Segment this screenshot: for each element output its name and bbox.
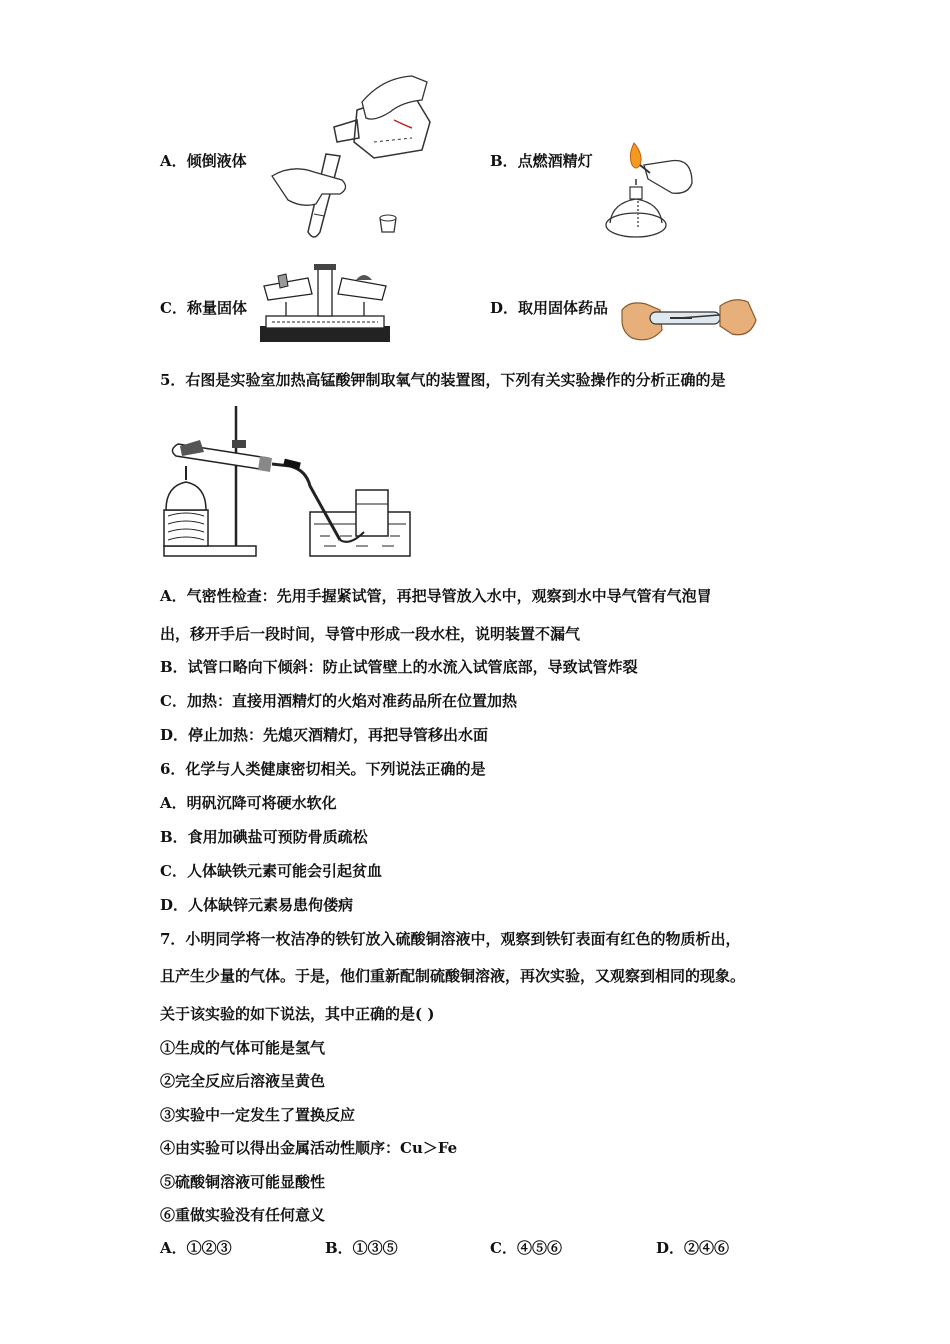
- q7-option-c: C．④⑤⑥: [490, 1239, 562, 1257]
- q7-stem-line2: 且产生少量的气体。于是，他们重新配制硫酸铜溶液，再次实验，又观察到相同的现象。: [160, 967, 746, 985]
- q7-stem-line1: 7．小明同学将一枚洁净的铁钉放入硫酸铜溶液中，观察到铁钉表面有红色的物质析出，: [160, 930, 741, 948]
- q6-stem: 6．化学与人类健康密切相关。下列说法正确的是: [160, 760, 486, 778]
- q7-option-a: A．①②③: [160, 1239, 232, 1257]
- q7-statement-4: ④由实验可以得出金属活动性顺序：Cu＞Fe: [160, 1139, 458, 1157]
- q5-option-c: C．加热：直接用酒精灯的火焰对准药品所在位置加热: [160, 692, 517, 710]
- q7-statement-5: ⑤硫酸铜溶液可能显酸性: [160, 1173, 326, 1191]
- q6-option-d: D．人体缺锌元素易患佝偻病: [160, 896, 354, 914]
- q4-option-c: C．称量固体: [160, 299, 247, 317]
- pouring-liquid-figure: [262, 72, 442, 240]
- q5-option-a-line2: 出，移开手后一段时间，导管中形成一段水柱，说明装置不漏气: [160, 625, 581, 643]
- q7-option-d: D．②④⑥: [656, 1239, 730, 1257]
- q7-statement-1: ①生成的气体可能是氢气: [160, 1039, 326, 1057]
- q7-statement-6: ⑥重做实验没有任何意义: [160, 1206, 326, 1224]
- q7-stem-line3: 关于该实验的如下说法，其中正确的是( ): [160, 1005, 435, 1023]
- q7-statement-2: ②完全反应后溶液呈黄色: [160, 1072, 326, 1090]
- q4-option-d: D．取用固体药品: [490, 299, 609, 317]
- q4-option-b: B．点燃酒精灯: [490, 152, 593, 170]
- q6-option-b: B．食用加碘盐可预防骨质疏松: [160, 828, 368, 846]
- q4-option-a: A．倾倒液体: [160, 152, 247, 170]
- q5-stem: 5．右图是实验室加热高锰酸钾制取氧气的装置图，下列有关实验操作的分析正确的是: [160, 371, 726, 389]
- q5-option-b: B．试管口略向下倾斜：防止试管壁上的水流入试管底部，导致试管炸裂: [160, 658, 638, 676]
- weighing-solid-figure: [256, 256, 394, 352]
- q6-option-c: C．人体缺铁元素可能会引起贫血: [160, 862, 382, 880]
- q5-option-d: D．停止加热：先熄灭酒精灯，再把导管移出水面: [160, 726, 489, 744]
- q7-option-b: B．①③⑤: [325, 1239, 398, 1257]
- q6-option-a: A．明矾沉降可将硬水软化: [160, 794, 337, 812]
- lighting-alcohol-lamp-figure: [600, 135, 700, 243]
- q7-statement-3: ③实验中一定发生了置换反应: [160, 1106, 356, 1124]
- taking-solid-reagent-figure: [620, 290, 758, 350]
- oxygen-preparation-apparatus-figure: [160, 400, 420, 562]
- q5-option-a-line1: A．气密性检查：先用手握紧试管，再把导管放入水中，观察到水中导气管有气泡冒: [160, 587, 712, 605]
